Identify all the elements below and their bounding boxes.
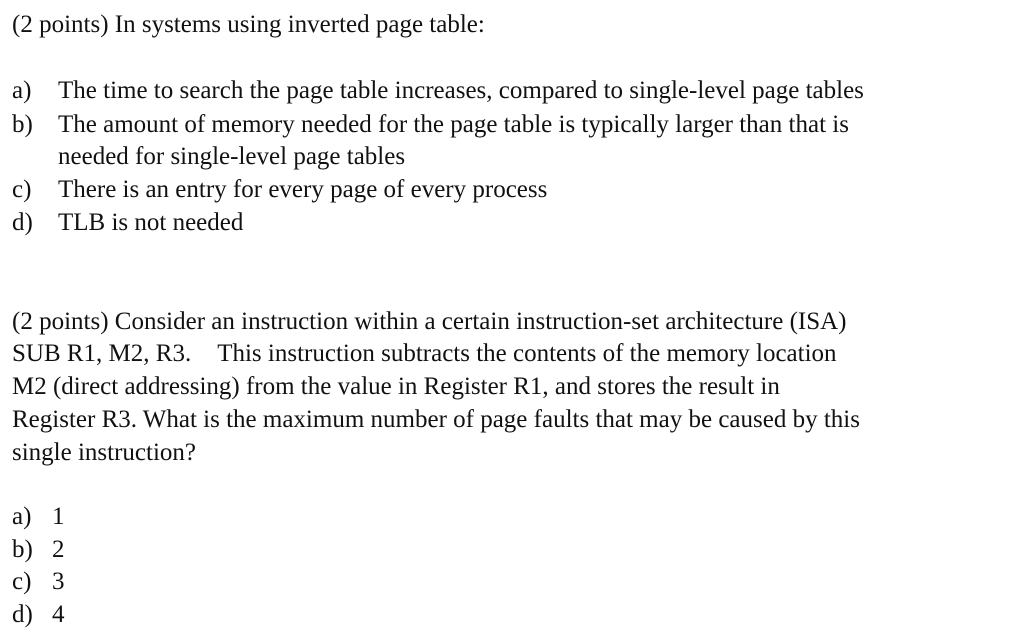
option-text: There is an entry for every page of every process xyxy=(58,176,548,203)
option-text: TLB is not needed xyxy=(58,209,244,236)
option-label: d) xyxy=(12,209,33,236)
question-2-option-b xyxy=(12,535,65,565)
option-label: b) xyxy=(12,536,33,563)
option-label: c) xyxy=(12,176,32,203)
question-2-line-1: (2 points) Consider an instruction within a certain instruction-set architecture (ISA) xyxy=(12,308,847,335)
instruction-code: SUB R1, M2, R3. xyxy=(12,340,192,367)
option-text: The amount of memory needed for the page table is typically larger than that is xyxy=(58,111,849,138)
option-label: a) xyxy=(12,77,32,104)
question-2-line-5: single instruction? xyxy=(12,439,196,466)
question-2-line-3: M2 (direct addressing) from the value in Register R1, and stores the result in xyxy=(12,373,780,400)
option-label: c) xyxy=(12,568,32,595)
option-value: 1 xyxy=(52,503,65,530)
option-label: b) xyxy=(12,111,33,138)
question-2-option-d xyxy=(12,600,65,630)
question-1-option-a xyxy=(12,76,864,106)
question-1-option-b-continuation: needed for single-level page tables xyxy=(58,143,406,170)
option-value: 4 xyxy=(52,601,65,628)
question-2-option-a xyxy=(12,502,65,532)
instruction-description: This instruction subtracts the contents of the memory location xyxy=(217,340,837,367)
question-1-stem: (2 points) In systems using inverted page table: xyxy=(12,11,485,38)
question-2-option-c xyxy=(12,567,65,597)
option-value: 2 xyxy=(52,536,65,563)
option-value: 3 xyxy=(52,568,65,595)
option-label: d) xyxy=(12,601,33,628)
question-2-line-2 xyxy=(12,339,837,369)
question-1-option-b xyxy=(12,110,849,140)
option-label: a) xyxy=(12,503,32,530)
question-1-option-c xyxy=(12,175,547,205)
question-1-option-d xyxy=(12,208,243,238)
option-text: The time to search the page table increases, compared to single-level page tables xyxy=(58,77,864,104)
question-2-line-4: Register R3. What is the maximum number of page faults that may be caused by this xyxy=(12,406,860,433)
